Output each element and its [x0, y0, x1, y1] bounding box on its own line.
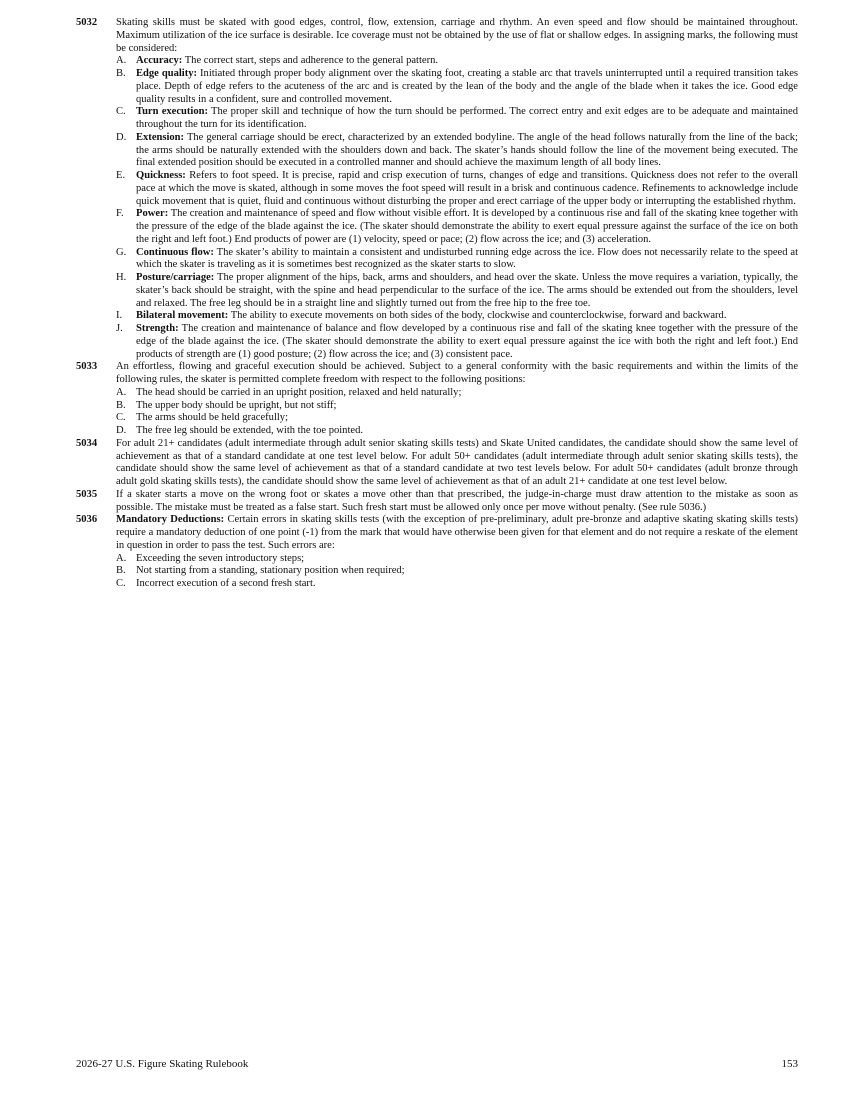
list-item: [116, 387, 798, 400]
item-term: Strength:: [136, 323, 179, 334]
item-letter: J.: [116, 323, 123, 334]
rule-5033: [76, 361, 798, 438]
page-footer: [76, 1058, 798, 1070]
item-text: Incorrect execution of a second fresh start.: [136, 578, 316, 589]
item-term: Edge quality:: [136, 68, 198, 79]
list-item: [116, 400, 798, 413]
item-letter: D.: [116, 425, 127, 436]
rule-number: 5034: [76, 437, 98, 449]
rule-number: 5035: [76, 488, 98, 500]
rule-term: Mandatory Deductions:: [116, 514, 225, 526]
item-letter: H.: [116, 272, 127, 283]
rule-number: 5033: [76, 361, 98, 373]
item-text: The creation and maintenance of balance and flow developed by a continuous rise and fall of the skating knee together with the pressure of the edge of the blade against the ice. (The skater should demonstrate the ability to exert equal pressure against the ice with both the right and left foot.) End products of strength are (1) good posture; (2) flow across the ice; and (3) consistent pace.: [136, 323, 798, 360]
item-term: Posture/carriage:: [136, 272, 215, 283]
rule-text: An effortless, flowing and graceful execution should be achieved. Subject to a general conformity with the basic requirements and within the limits of the following rules, the skater is permitted complete freedom with respect to the following positions:: [116, 361, 798, 385]
item-text: The free leg should be extended, with the toe pointed.: [136, 425, 363, 436]
item-term: Continuous flow:: [136, 246, 214, 258]
list-item: [116, 106, 798, 132]
rule-text: Certain errors in skating skills tests (with the exception of pre-preliminary, adult pre-bronze and adaptive skating skating skills tests) require a mandatory deduction of one point (-1) from the mark that would have otherwise been given for that element and do not require a reskate of the element in question in order to pass the test. Such errors are:: [116, 514, 798, 551]
list-item: [116, 565, 798, 578]
item-text: The proper alignment of the hips, back, arms and shoulders, and head over the skate. Unless the move requires a variation, typically, the skater’s back should be straight, with the spine and head perpendicular to the surface of the ice. The arms should be extended out from the shoulders, level and relaxed. The free leg should be in a straight line and slightly turned out from the free hip to the free toe.: [136, 272, 798, 309]
item-letter: F.: [116, 208, 124, 220]
footer-title: 2026-27 U.S. Figure Skating Rulebook: [76, 1058, 249, 1070]
item-letter: G.: [116, 246, 127, 258]
item-letter: D.: [116, 131, 127, 143]
item-text: The general carriage should be erect, characterized by an extended bodyline. The angle of the head follows naturally from the line of the back; the arms should be naturally extended with the shoulders down and back. The skater’s hands should follow the line of the movement being executed. The final extended position should be executed in a controlled manner and should achieve the maximum length of all body lines.: [136, 131, 798, 169]
list-item: [116, 323, 798, 361]
rule-number: 5032: [76, 17, 98, 28]
rule-5035: [76, 489, 798, 515]
item-text: Refers to foot speed. It is precise, rapid and crisp execution of turns, changes of edge and transitions. Quickness does not refer to the overall pace at which the move is skated, although in some moves the foot speed will result in a brisk and continuous cadence. Refinements to acknowledge include quick movement that is quiet, fluid and continuous without disturbing the proper and erect carriage of the upper body or interrupting the established rhythm.: [136, 170, 798, 207]
item-term: Quickness:: [136, 170, 186, 181]
item-term: Accuracy:: [136, 55, 183, 67]
item-letter: C.: [116, 106, 126, 118]
item-letter: C.: [116, 412, 126, 424]
item-text: The creation and maintenance of speed and flow without visible effort. It is developed by a continuous rise and fall of the skating knee together with the pressure of the edge of the blade against the ice. (The skater should demonstrate the ability to exert equal pressure against the surface of the ice on both the right and left foot.) End products of power are (1) velocity, speed or pace; (2) flow across the ice; and (3) acceleration.: [136, 208, 798, 245]
rule-number: 5036: [76, 514, 98, 526]
list-item: [116, 208, 798, 246]
item-letter: C.: [116, 578, 126, 589]
list-item: [116, 247, 798, 273]
item-letter: I.: [116, 310, 123, 322]
rulebook-page: [76, 17, 798, 591]
list-item: [116, 68, 798, 106]
item-text: Not starting from a standing, stationary position when required;: [136, 565, 405, 577]
item-letter: A.: [116, 55, 127, 67]
rule-5032: [76, 17, 798, 361]
item-letter: A.: [116, 386, 127, 398]
item-text: The ability to execute movements on both sides of the body, clockwise and counterclockwise, forward and backward.: [228, 310, 727, 322]
list-item: [116, 578, 798, 591]
item-term: Power:: [136, 208, 169, 220]
list-item: [116, 425, 798, 438]
list-item: [116, 272, 798, 310]
rule-text: Skating skills must be skated with good edges, control, flow, extension, carriage and rhythm. An even speed and flow should be maintained throughout. Maximum utilization of the ice surface is desirable. Ice coverage must not be obtained by the use of flat or shallow edges. In assigning marks, the following must be considered:: [116, 17, 798, 54]
page-number: 153: [781, 1058, 798, 1070]
list-item: [116, 170, 798, 208]
item-letter: B.: [116, 399, 126, 411]
item-term: Extension:: [136, 131, 185, 143]
item-letter: E.: [116, 170, 126, 181]
item-text: Initiated through proper body alignment over the skating foot, creating a stable arc that travels uninterrupted until a required transition takes place. Depth of edge refers to the acuteness of the arc and is created by the lean of the body and the angle of the blade when it takes the ice. Good edge quality results in a confident, sure and controlled movement.: [136, 68, 799, 105]
item-text: Exceeding the seven introductory steps;: [136, 552, 305, 564]
rule-5036: [76, 514, 798, 591]
item-term: Bilateral movement:: [136, 310, 229, 322]
rule-text: If a skater starts a move on the wrong foot or skates a move other than that prescribed, the judge-in-charge must draw attention to the mistake as soon as possible. The mistake must be treated as a false start. Such fresh start must be allowed only once per move without penalty. (See rule 5036.): [116, 488, 798, 513]
list-item: [116, 132, 798, 170]
list-item: [116, 55, 798, 68]
rule-5034: [76, 438, 798, 489]
rule-text: For adult 21+ candidates (adult intermediate through adult senior skating skills tests) and Skate United candidates, the candidate should show the same level of achievement as that of a standard candidate at one test level below. For adult 50+ candidates (adult intermediate through adult senior skating skills tests), the candidate should show the same level of achievement as that of a standard candidate at two test levels below. For adult 50+ candidates (adult bronze through adult gold skating skills tests), the candidate should show the same level of achievement as that of an adult 21+ candidate at one test level below.: [116, 437, 798, 487]
item-text: The proper skill and technique of how the turn should be performed. The correct entry and exit edges are to be adequate and maintained throughout the turn for its identification.: [136, 106, 798, 130]
item-text: The skater’s ability to maintain a consistent and undisturbed running edge across the ice. Flow does not necessarily relate to the speed at which the skater is traveling as it is sometimes best recognized as the skater starts to slow.: [136, 246, 799, 271]
item-term: Turn execution:: [136, 106, 208, 118]
item-text: The arms should be held gracefully;: [136, 412, 289, 424]
list-item: [116, 553, 798, 566]
item-letter: A.: [116, 552, 127, 564]
item-letter: B.: [116, 68, 126, 79]
item-text: The head should be carried in an upright position, relaxed and held naturally;: [136, 386, 462, 398]
list-item: [116, 310, 798, 323]
item-text: The correct start, steps and adherence to the general pattern.: [182, 55, 439, 67]
list-item: [116, 412, 798, 425]
item-text: The upper body should be upright, but not stiff;: [136, 399, 337, 411]
item-letter: B.: [116, 565, 126, 577]
